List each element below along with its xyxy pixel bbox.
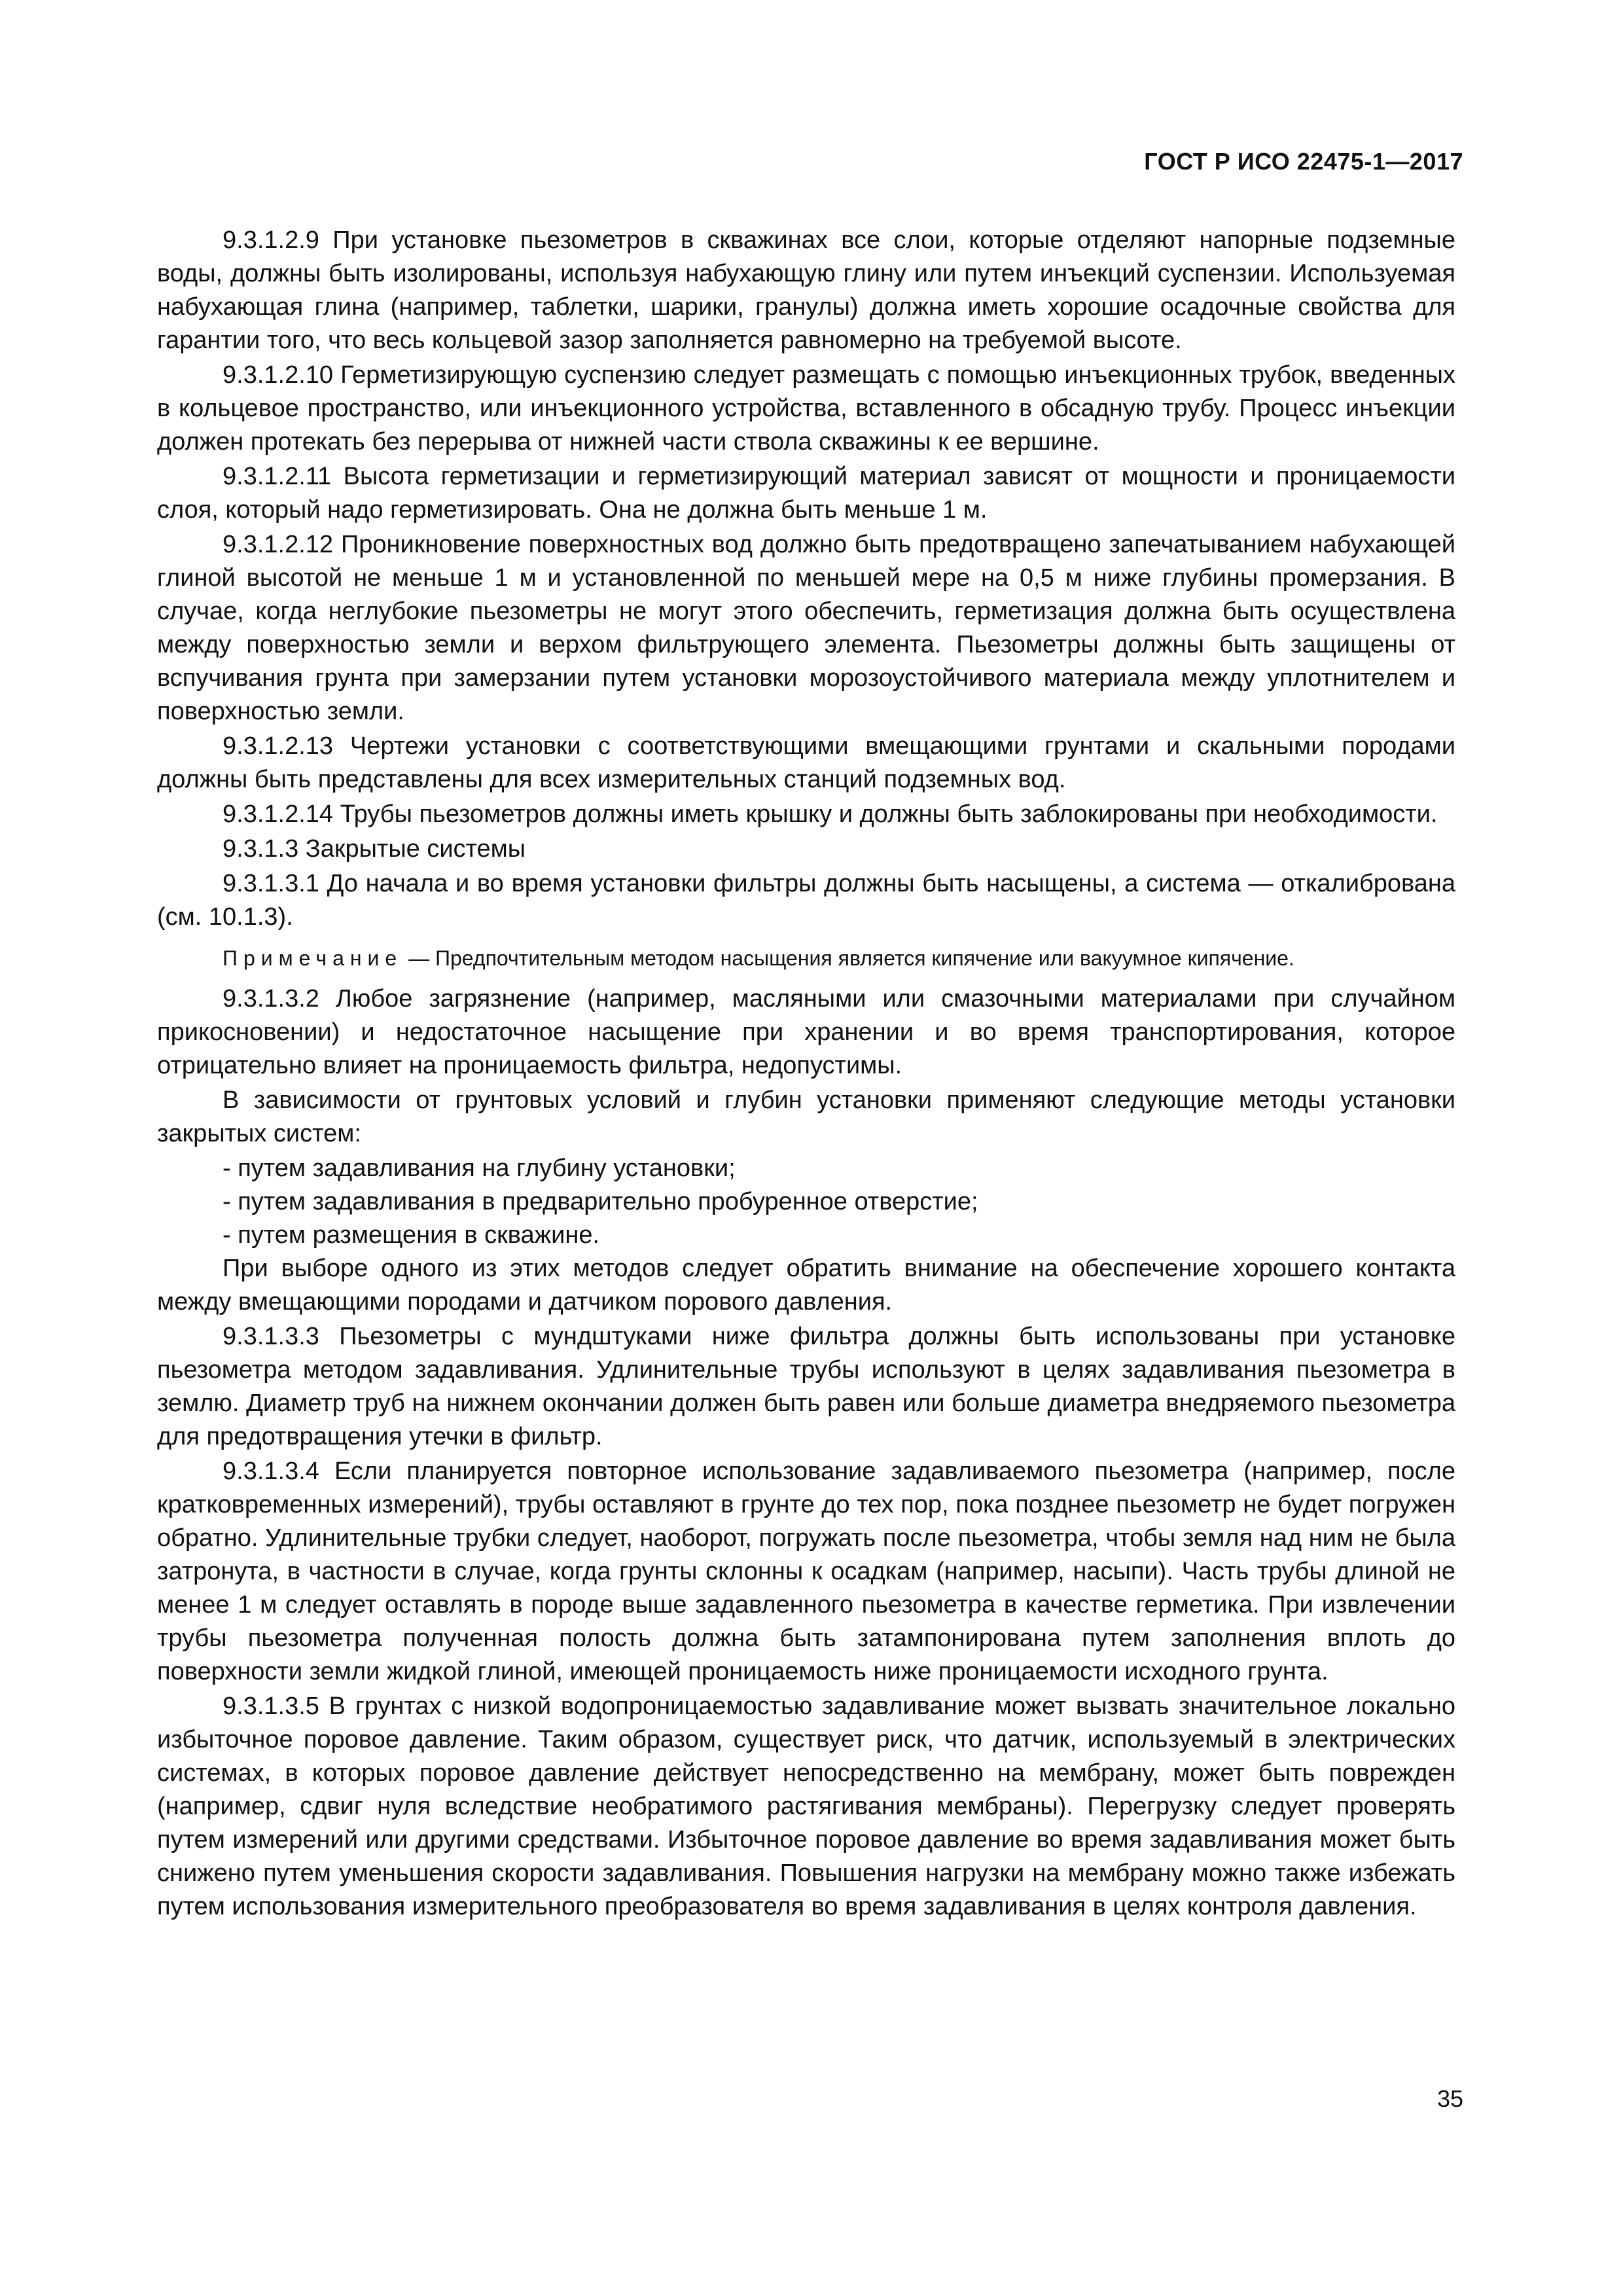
paragraph-installation-methods: В зависимости от грунтовых условий и глубин установки применяют следующие методы установки закрытых систем: <box>157 1086 1455 1147</box>
section-heading-closed-systems: 9.3.1.3 Закрытые системы <box>223 835 526 863</box>
paragraph-9-3-1-2-11: 9.3.1.2.11 Высота герметизации и герметизирующий материал зависят от мощности и проницаемости слоя, который надо герметизировать. Она не должна быть меньше 1 м. <box>157 463 1455 524</box>
paragraph-9-3-1-2-12: 9.3.1.2.12 Проникновение поверхностных вод должно быть предотвращено запечатыванием набухающей глиной высотой не меньше 1 м и установленной по меньшей мере на 0,5 м ниже глубины промерзания. В случае, когда неглубокие пьезометры не могут этого обеспечить, герметизация должна быть осуществлена между поверхностью земли и верхом фильтрующего элемента. Пьезометры должны быть защищены от вспучивания грунта при замерзании путем установки морозоустойчивого материала между уплотнителем и поверхностью земли. <box>157 531 1455 725</box>
paragraph-9-3-1-3-1: 9.3.1.3.1 До начала и во время установки фильтры должны быть насыщены, а система — откалибрована (см. 10.1.3). <box>157 870 1455 931</box>
document-header: ГОСТ Р ИСО 22475-1—2017 <box>1144 148 1463 175</box>
document-body <box>157 224 1455 1925</box>
paragraph-9-3-1-2-14: 9.3.1.2.14 Трубы пьезометров должны иметь крышку и должны быть заблокированы при необходимости. <box>223 800 1438 828</box>
page-number: 35 <box>1436 2085 1463 2112</box>
list-item: - путем задавливания в предварительно пробуренное отверстие; <box>223 1188 978 1215</box>
paragraph-9-3-1-2-13: 9.3.1.2.13 Чертежи установки с соответствующими вмещающими грунтами и скальными породами должны быть представлены для всех измерительных станций подземных вод. <box>157 732 1455 793</box>
paragraph-method-choice: При выборе одного из этих методов следует обратить внимание на обеспечение хорошего контакта между вмещающими породами и датчиком порового давления. <box>157 1255 1455 1316</box>
paragraph-9-3-1-2-9: 9.3.1.2.9 При установке пьезометров в скважинах все слои, которые отделяют напорные подземные воды, должны быть изолированы, используя набухающую глину или путем инъекций суспензии. Используемая набухающая глина (например, таблетки, шарики, гранулы) должна иметь хорошие осадочные свойства для гарантии того, что весь кольцевой зазор заполняется равномерно на требуемой высоте. <box>157 226 1455 354</box>
list-item: - путем задавливания на глубину установки; <box>223 1155 736 1182</box>
installation-methods-list <box>157 1152 1455 1252</box>
paragraph-9-3-1-2-10: 9.3.1.2.10 Герметизирующую суспензию следует размещать с помощью инъекционных трубок, введенных в кольцевое пространство, или инъекционного устройства, вставленного в обсадную трубу. Процесс инъекции должен протекать без перерыва от нижней части ствола скважины к ее вершине. <box>157 361 1455 456</box>
paragraph-9-3-1-3-3: 9.3.1.3.3 Пьезометры с мундштуками ниже фильтра должны быть использованы при установке пьезометра методом задавливания. Удлинительные трубы используют в целях задавливания пьезометра в землю. Диаметр труб на нижнем окончании должен быть равен или больше диаметра внедряемого пьезометра для предотвращения утечки в фильтр. <box>157 1323 1455 1450</box>
note <box>157 943 1455 973</box>
paragraph-9-3-1-3-4: 9.3.1.3.4 Если планируется повторное использование задавливаемого пьезометра (например, после кратковременных измерений), трубы оставляют в грунте до тех пор, пока позднее пьезометр не будет погружен обратно. Удлинительные трубки следует, наоборот, погружать после пьезометра, чтобы земля над ним не была затронута, в частности в случае, когда грунты склонны к осадкам (например, насыпи). Часть трубы длиной не менее 1 м следует оставлять в породе выше задавленного пьезометра в качестве герметика. При извлечении трубы пьезометра полученная полость должна быть затампонирована путем заполнения вплоть до поверхности земли жидкой глиной, имеющей проницаемость ниже проницаемости исходного грунта. <box>157 1458 1455 1685</box>
note-text: — Предпочтительным методом насыщения является кипячение или вакуумное кипячение. <box>402 946 1294 970</box>
list-item: - путем размещения в скважине. <box>223 1221 600 1249</box>
paragraph-9-3-1-3-2: 9.3.1.3.2 Любое загрязнение (например, масляными или смазочными материалами при случайном прикосновении) и недостаточное насыщение при хранении и во время транспортирования, которое отрицательно влияет на проницаемость фильтра, недопустимы. <box>157 985 1455 1079</box>
note-label: Примечание <box>223 946 403 970</box>
paragraph-9-3-1-3-5: 9.3.1.3.5 В грунтах с низкой водопроницаемостью задавливание может вызвать значительное локально избыточное поровое давление. Таким образом, существует риск, что датчик, используемый в электрических системах, в которых поровое давление действует непосредственно на мембрану, может быть поврежден (например, сдвиг нуля вследствие необратимого растягивания мембраны). Перегрузку следует проверять путем измерений или другими средствами. Избыточное поровое давление во время задавливания может быть снижено путем уменьшения скорости задавливания. Повышения нагрузки на мембрану можно также избежать путем использования измерительного преобразователя во время задавливания в целях контроля давления. <box>157 1693 1455 1920</box>
